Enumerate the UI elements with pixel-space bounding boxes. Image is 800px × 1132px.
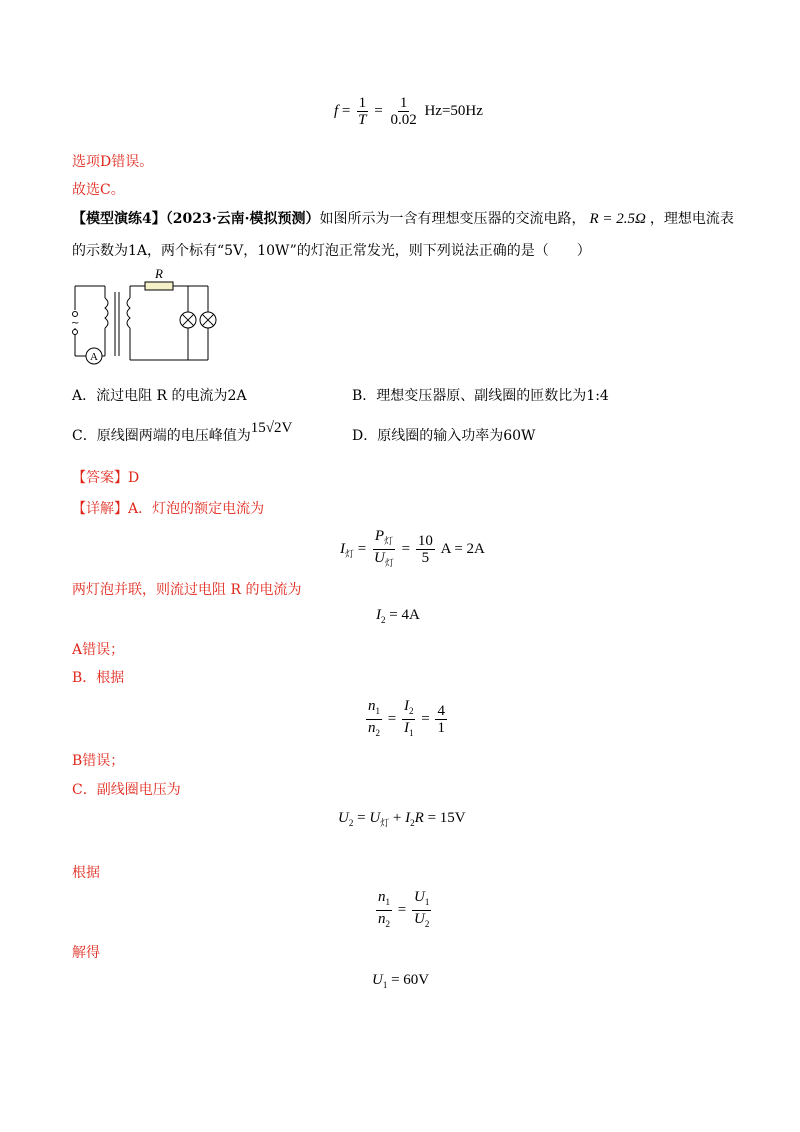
solve-line: 解得 (72, 945, 100, 961)
resistor-current-formula: $I_2 = 4A$ (376, 607, 420, 625)
option-c: C．原线圈两端的电压峰值为15√2V (72, 420, 293, 444)
question-line-2: 的示数为1A，两个标有“5V，10W”的灯泡正常发光，则下列说法正确的是（ ） (72, 243, 591, 259)
basis-line: 根据 (72, 865, 100, 881)
parallel-line: 两灯泡并联，则流过电阻 R 的电流为 (72, 582, 302, 598)
question-tag: 【模型演练4】 (72, 211, 166, 227)
b-wrong-line: B错误； (72, 753, 125, 769)
a-wrong-line: A错误； (72, 642, 125, 658)
question-line-1: 【模型演练4】（2023·云南·模拟预测）如图所示为一含有理想变压器的交流电路， R = 2.5Ω ，理想电流表 (72, 211, 734, 227)
secondary-voltage-formula: $U_2 = U_灯 + I_2R = 15V$ (338, 810, 466, 828)
option-b: B．理想变压器原、副线圈的匝数比为1:4 (352, 388, 609, 404)
resistor (145, 282, 173, 290)
option-d: D．原线圈的输入功率为60W (352, 428, 536, 444)
resistance-value: R = 2.5Ω (589, 211, 646, 227)
resistor-label: R (155, 266, 163, 281)
turns-ratio-formula: $\frac{n_1}{n_2}$ = $\frac{I_2}{I_1}$ = $\frac{4}{1}$ (368, 698, 445, 738)
c-voltage-line: C．副线圈电压为 (72, 782, 181, 798)
primary-voltage-formula: $U_1 = 60V$ (372, 972, 430, 990)
ammeter-label: A (90, 351, 98, 363)
voltage-ratio-formula: $\frac{n_1}{n_2}$ = $\frac{U_1}{U_2}$ (378, 889, 430, 929)
frequency-formula: f = $\frac{1}{T}$ = $\frac{1}{0.02}$ Hz=50Hz (334, 95, 483, 128)
circuit-diagram (70, 266, 220, 370)
choose-c-line: 故选C。 (72, 182, 125, 198)
b-basis-line: B．根据 (72, 670, 125, 686)
question-source: （2023·云南·模拟预测） (165, 211, 320, 227)
option-a: A．流过电阻 R 的电流为2A (72, 388, 247, 404)
option-d-wrong-line: 选项D错误。 (72, 154, 154, 170)
bulb-current-formula: $I_灯$ = $\frac{P_灯}{U_灯}$ = $\frac{10}{5}$ A = 2A (340, 528, 485, 568)
ac-source-symbol: ~ (71, 318, 80, 329)
detail-intro-line: 【详解】A．灯泡的额定电流为 (72, 501, 265, 517)
answer-line: 【答案】D (72, 470, 140, 486)
